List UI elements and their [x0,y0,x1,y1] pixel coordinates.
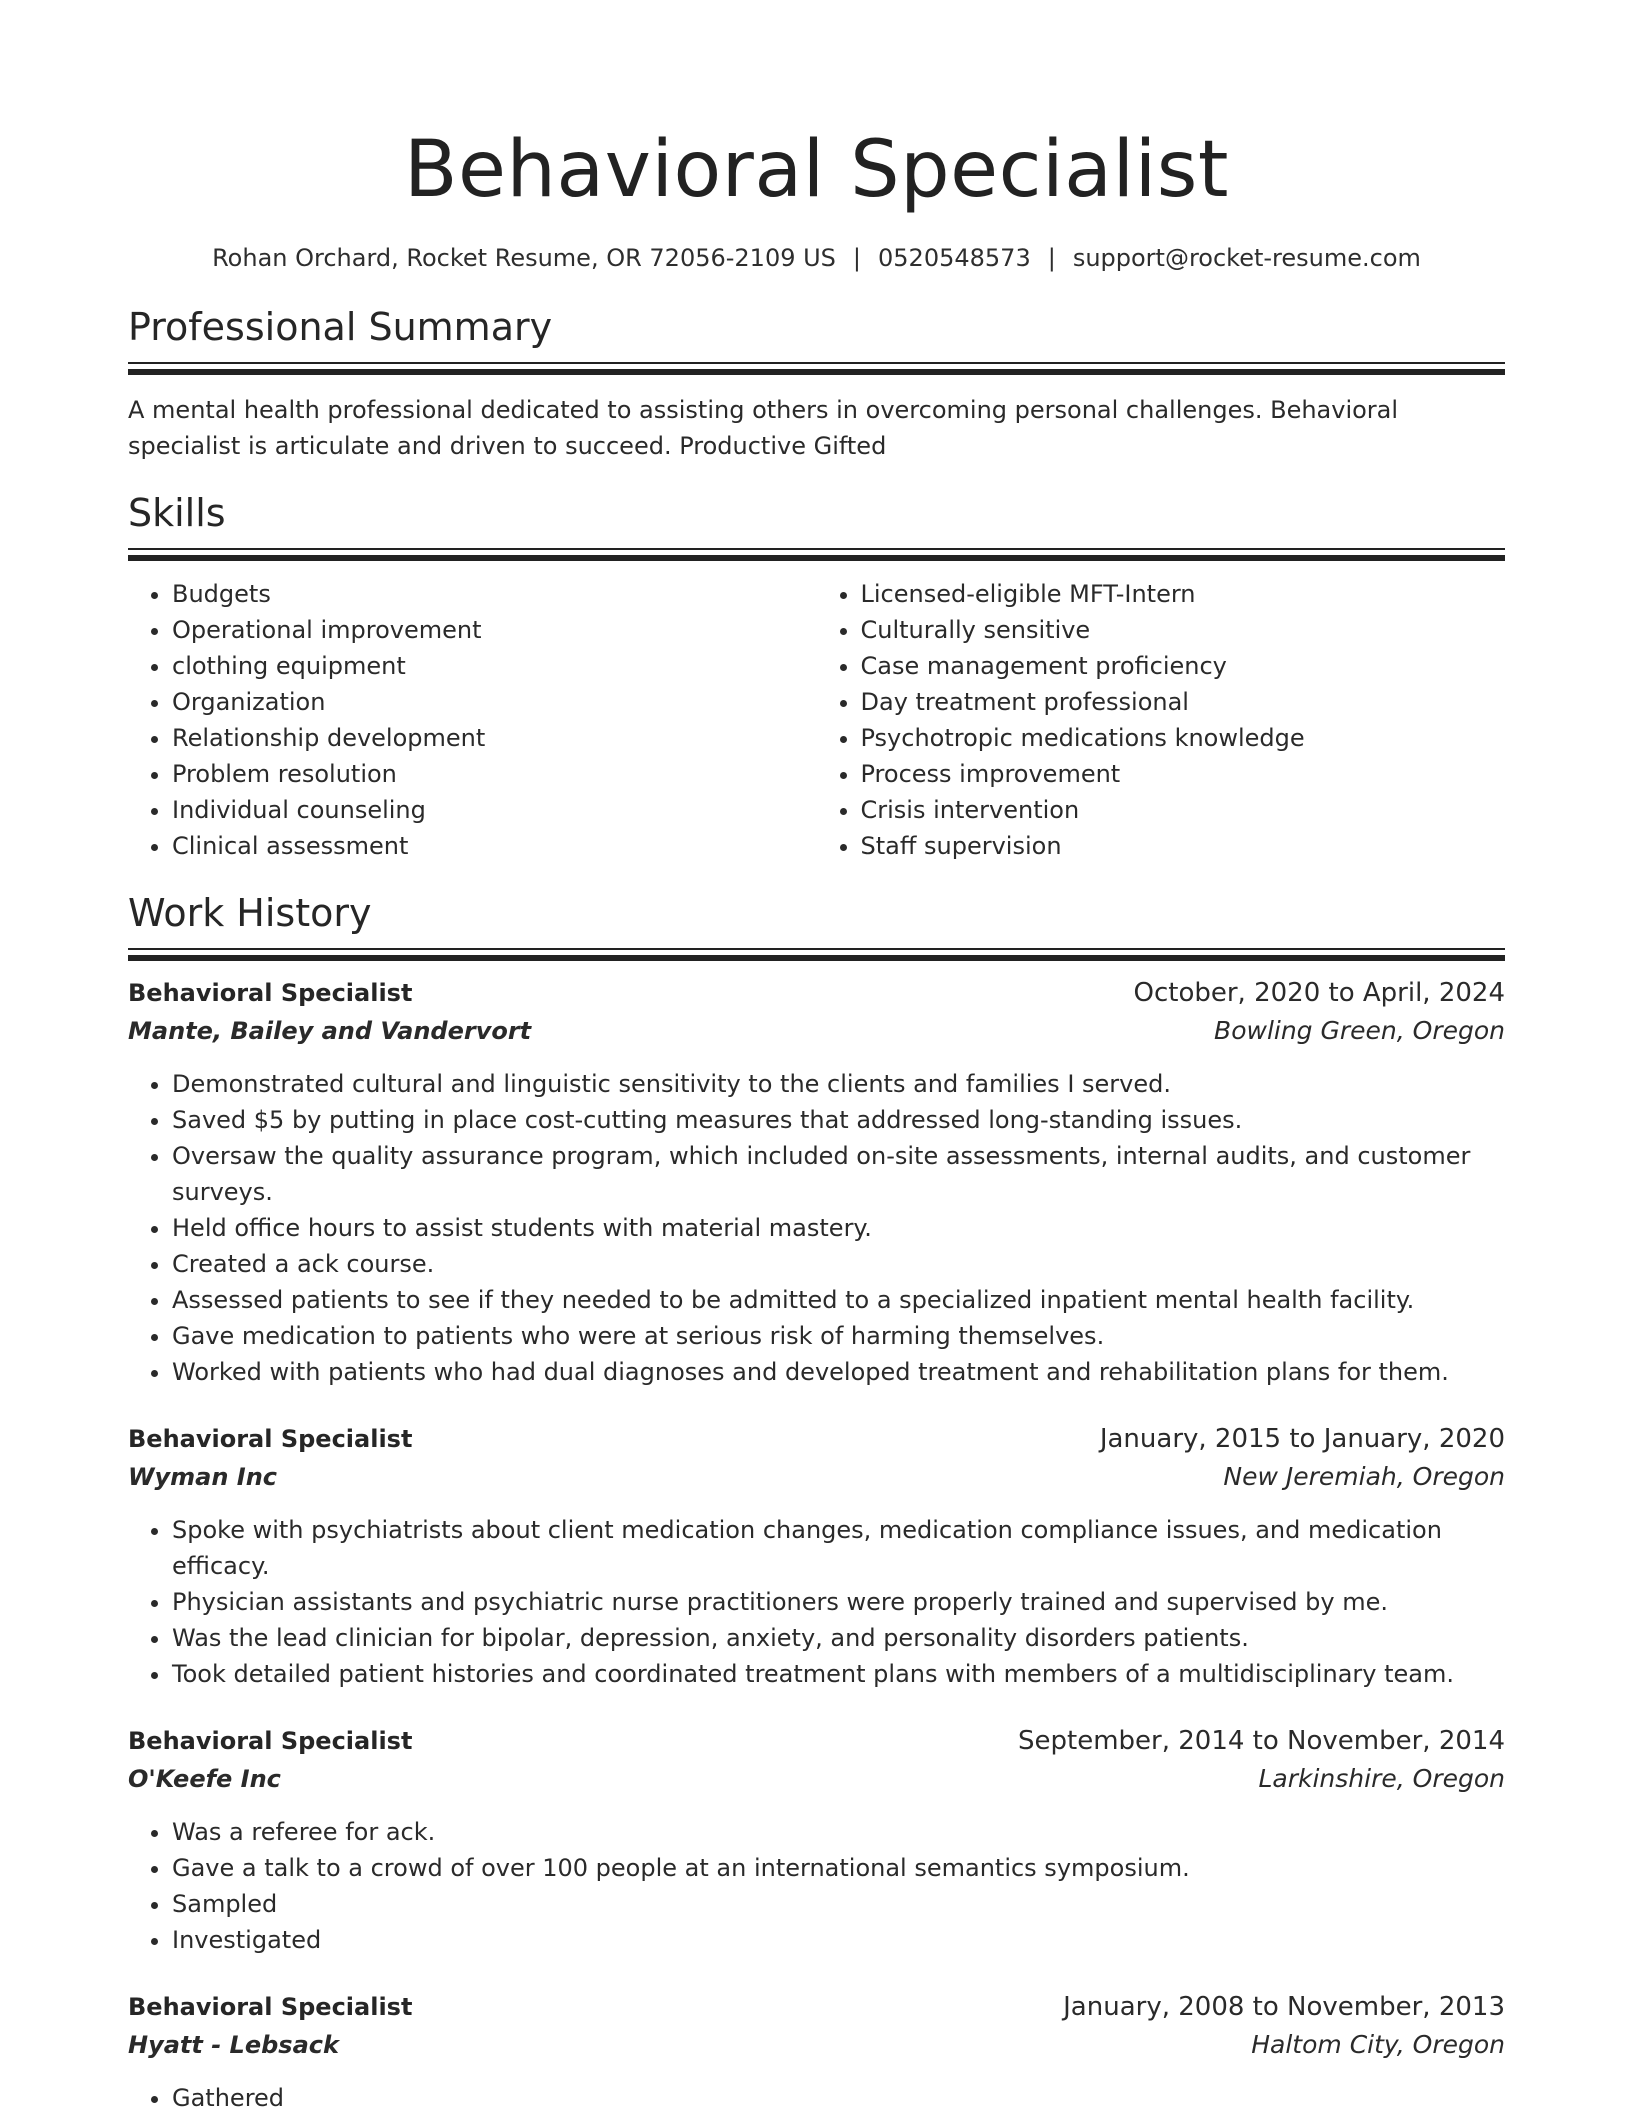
summary-text: A mental health professional dedicated to assisting others in overcoming personal challenges. Behavioral specialist is articulate and driven to succeed. Productive Gifted [128,396,1399,460]
job-location: Larkinshire, Oregon [1258,1764,1505,1793]
job-bullet: • Worked with patients who had dual diagnoses and developed treatment and rehabilitation plans for them. [172,1354,1505,1390]
job-bullets [128,1814,1505,1958]
skill-item: • Budgets [172,576,817,612]
skills-columns [128,576,1505,864]
skill-item: • Psychotropic medications knowledge [861,720,1506,756]
section-heading-summary: Professional Summary [128,305,553,349]
job-entry [128,1420,1505,1692]
skills-section [128,490,1505,864]
job-location: New Jeremiah, Oregon [1223,1462,1505,1491]
job-entry [128,974,1505,1390]
job-location: Bowling Green, Oregon [1214,1016,1505,1045]
job-dates: January, 2008 to November, 2013 [1063,1992,1505,2022]
job-bullet: • Spoke with psychiatrists about client medication changes, medication compliance issues, and medication efficacy. [172,1512,1505,1584]
job-bullet: • Created a ack course. [172,1246,1505,1282]
skill-item: • Individual counseling [172,792,817,828]
job-company: Mante, Bailey and Vandervort [128,1017,532,1045]
job-bullet: • Investigated [172,1922,1505,1958]
skill-item: • Clinical assessment [172,828,817,864]
skill-item: • Day treatment professional [861,684,1506,720]
contact-phone: 0520548573 [878,244,1031,272]
job-location: Haltom City, Oregon [1251,2030,1505,2059]
job-title: Behavioral Specialist [128,1727,413,1755]
job-bullet: • Gave a talk to a crowd of over 100 people at an international semantics symposium. [172,1850,1505,1886]
job-entry [128,1988,1505,2116]
skill-item: • Problem resolution [172,756,817,792]
skill-item: • Process improvement [861,756,1506,792]
section-divider [128,948,1505,962]
work-history-section [128,890,1505,2116]
section-heading-skills: Skills [128,491,226,535]
job-bullets [128,1066,1505,1390]
skill-item: • Licensed-eligible MFT-Intern [861,576,1506,612]
skill-item: • Relationship development [172,720,817,756]
job-company: Wyman Inc [128,1463,278,1491]
job-dates: October, 2020 to April, 2024 [1133,978,1505,1008]
contact-email: support@rocket-resume.com [1072,244,1421,272]
section-divider [128,548,1505,562]
job-bullets [128,1512,1505,1692]
skill-item: • Staff supervision [861,828,1506,864]
job-bullet: • Gathered [172,2080,1505,2116]
contact-separator: | [1047,244,1056,272]
job-bullet: • Oversaw the quality assurance program, which included on-site assessments, internal audits, and customer surveys. [172,1138,1505,1210]
job-company: O'Keefe Inc [128,1765,281,1793]
job-title: Behavioral Specialist [128,979,413,1007]
contact-address: Rohan Orchard, Rocket Resume, OR 72056-2109 US [212,244,836,272]
job-title: Behavioral Specialist [128,1425,413,1453]
skill-item: • clothing equipment [172,648,817,684]
job-bullet: • Sampled [172,1886,1505,1922]
job-bullet: • Saved $5 by putting in place cost-cutting measures that addressed long-standing issues. [172,1102,1505,1138]
job-dates: September, 2014 to November, 2014 [1018,1726,1505,1756]
contact-separator: | [852,244,862,272]
job-company: Hyatt - Lebsack [128,2031,339,2059]
summary-section [128,304,1505,464]
job-bullet: • Gave medication to patients who were at serious risk of harming themselves. [172,1318,1505,1354]
skill-item: • Crisis intervention [861,792,1506,828]
skill-item: • Culturally sensitive [861,612,1506,648]
resume-title: Behavioral Specialist [403,125,1230,215]
job-bullet: • Held office hours to assist students with material mastery. [172,1210,1505,1246]
skill-item: • Operational improvement [172,612,817,648]
job-bullet: • Assessed patients to see if they needed to be admitted to a specialized inpatient mental health facility. [172,1282,1505,1318]
job-bullet: • Demonstrated cultural and linguistic sensitivity to the clients and families I served. [172,1066,1505,1102]
job-bullet: • Took detailed patient histories and coordinated treatment plans with members of a multidisciplinary team. [172,1656,1505,1692]
job-title: Behavioral Specialist [128,1993,413,2021]
skill-item: • Case management proficiency [861,648,1506,684]
job-bullets [128,2080,1505,2116]
section-heading-work-history: Work History [128,891,372,935]
job-bullet: • Was a referee for ack. [172,1814,1505,1850]
skills-list-right [817,576,1506,864]
skills-list-left [128,576,817,864]
contact-line [128,242,1505,274]
job-entry [128,1722,1505,1958]
job-bullet: • Physician assistants and psychiatric nurse practitioners were properly trained and supervised by me. [172,1584,1505,1620]
section-divider [128,362,1505,376]
skill-item: • Organization [172,684,817,720]
job-bullet: • Was the lead clinician for bipolar, depression, anxiety, and personality disorders patients. [172,1620,1505,1656]
job-dates: January, 2015 to January, 2020 [1099,1424,1505,1454]
